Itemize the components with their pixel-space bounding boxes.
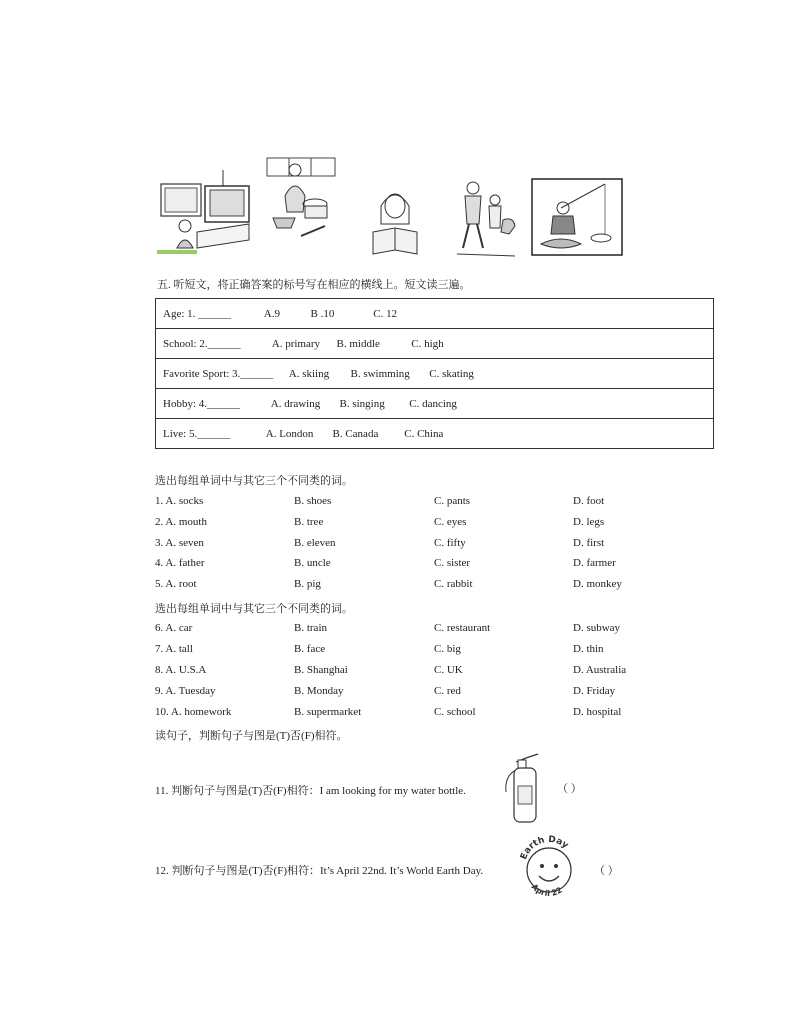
choice-b: B. eleven	[294, 537, 336, 549]
list-item	[155, 516, 715, 532]
judge-heading: 读句子，判断句子与图是(T)否(F)相符。	[155, 730, 348, 742]
list-item	[155, 578, 715, 594]
odd-one-out-heading: 选出每组单词中与其它三个不同类的词。	[155, 475, 353, 487]
choice-d: D. foot	[573, 495, 605, 507]
option-c: C. skating	[429, 367, 474, 380]
list-item	[155, 643, 715, 659]
choice-a: 8. A. U.S.A	[155, 664, 207, 676]
choice-d: D. Australia	[573, 664, 627, 676]
answer-paren[interactable]: （ ）	[594, 865, 619, 877]
choice-c: C. sister	[434, 557, 471, 569]
table-row	[156, 359, 714, 389]
choice-c: C. school	[434, 706, 476, 718]
option-b: B. Canada	[332, 427, 379, 440]
list-item	[155, 557, 715, 573]
option-a: A. London	[265, 427, 314, 440]
list-item	[155, 622, 715, 638]
answer-label: Favorite Sport: 3.______	[163, 367, 274, 380]
choice-b: B. uncle	[294, 557, 331, 569]
answer-label: Hobby: 4.______	[163, 397, 240, 410]
answer-label: Age: 1. ______	[163, 307, 232, 320]
choice-a: 4. A. father	[155, 557, 205, 569]
fire-extinguisher-picture	[500, 752, 546, 824]
table-row	[156, 419, 714, 449]
table-row	[156, 299, 714, 329]
earth-day-label: Earth Day	[519, 834, 570, 862]
choice-a: 5. A. root	[155, 578, 197, 590]
choice-b: B. pig	[294, 578, 321, 590]
list-item	[155, 495, 715, 511]
option-c: C. 12	[373, 307, 398, 320]
choice-c: C. red	[434, 685, 461, 697]
odd-one-out-heading: 选出每组单词中与其它三个不同类的词。	[155, 603, 353, 615]
option-a: A. primary	[271, 337, 321, 350]
choice-d: D. Friday	[573, 685, 616, 697]
choice-a: 2. A. mouth	[155, 516, 207, 528]
choice-c: C. UK	[434, 664, 463, 676]
answer-label: School: 2.______	[163, 337, 241, 350]
choice-c: C. fifty	[434, 537, 466, 549]
table-row	[156, 389, 714, 419]
choice-c: C. eyes	[434, 516, 467, 528]
choice-a: 10. A. homework	[155, 706, 232, 718]
choice-d: D. legs	[573, 516, 605, 528]
choice-c: C. restaurant	[434, 622, 491, 634]
choice-b: B. supermarket	[294, 706, 362, 718]
choice-d: D. thin	[573, 643, 604, 655]
choice-b: B. face	[294, 643, 326, 655]
boy-computer-picture	[157, 162, 253, 258]
choice-a: 3. A. seven	[155, 537, 204, 549]
option-b: B. middle	[336, 337, 380, 350]
choice-d: D. subway	[573, 622, 621, 634]
answer-paren[interactable]: （ ）	[557, 783, 582, 795]
option-b: B. swimming	[350, 367, 410, 380]
option-a: A. drawing	[270, 397, 321, 410]
listening-table	[155, 298, 714, 449]
answer-label: Live: 5.______	[163, 427, 231, 440]
option-c: C. dancing	[409, 397, 457, 410]
choice-c: C. rabbit	[434, 578, 473, 590]
choice-b: B. train	[294, 622, 327, 634]
section5-title: 五. 听短文，将正确答案的标号写在相应的横线上。短文读三遍。	[157, 279, 471, 291]
option-a: A. skiing	[288, 367, 330, 380]
option-a: A.9	[263, 307, 280, 320]
earth-day-globe-picture	[517, 834, 581, 902]
option-c: C. China	[404, 427, 444, 440]
picture-strip	[157, 162, 627, 262]
earth-day-date: April 22	[529, 882, 564, 899]
option-c: C. high	[411, 337, 444, 350]
option-b: B .10	[310, 307, 335, 320]
list-item	[155, 685, 715, 701]
choice-b: B. Shanghai	[294, 664, 348, 676]
option-b: B. singing	[339, 397, 385, 410]
fishing-picture	[531, 178, 623, 256]
choice-a: 6. A. car	[155, 622, 193, 634]
girl-reading-picture	[363, 184, 429, 258]
woman-kitchen-picture	[265, 156, 337, 242]
list-item	[155, 706, 715, 722]
list-item	[155, 664, 715, 680]
question-11: 11. 判断句子与图是(T)否(F)相符：I am looking for my water bottle.	[155, 785, 466, 797]
choice-d: D. monkey	[573, 578, 622, 590]
choice-d: D. hospital	[573, 706, 622, 718]
choice-d: D. farmer	[573, 557, 616, 569]
table-row	[156, 329, 714, 359]
choice-d: D. first	[573, 537, 605, 549]
choice-a: 7. A. tall	[155, 643, 193, 655]
choice-b: B. shoes	[294, 495, 332, 507]
choice-a: 9. A. Tuesday	[155, 685, 216, 697]
children-walking-picture	[453, 176, 519, 260]
list-item	[155, 537, 715, 553]
choice-c: C. big	[434, 643, 461, 655]
choice-b: B. Monday	[294, 685, 344, 697]
choice-a: 1. A. socks	[155, 495, 204, 507]
choice-b: B. tree	[294, 516, 324, 528]
question-12: 12. 判断句子与图是(T)否(F)相符：It’s April 22nd. It’s World Earth Day.	[155, 865, 484, 877]
choice-c: C. pants	[434, 495, 471, 507]
